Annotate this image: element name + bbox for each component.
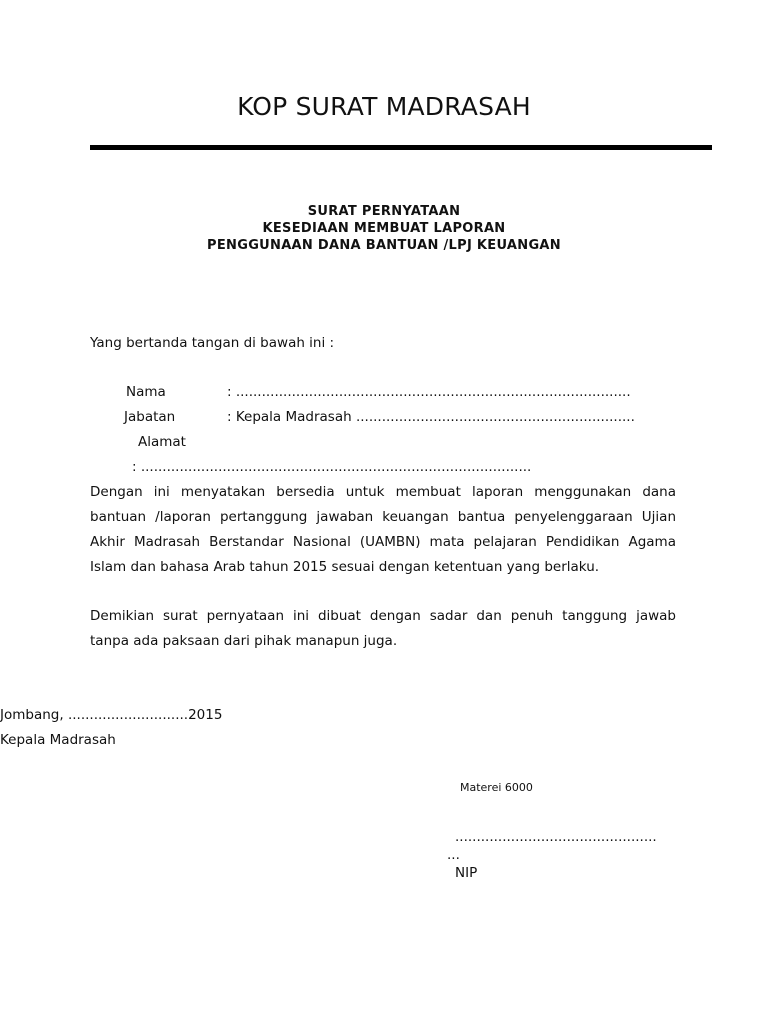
jabatan-label: Jabatan — [124, 409, 176, 425]
closing-paragraph — [90, 604, 676, 654]
signature-line: ............................................... — [455, 829, 657, 845]
heading-line-3: PENGGUNAAN DANA BANTUAN /LPJ KEUANGAN — [207, 238, 561, 253]
statement-line-2: bantuan /laporan pertanggung jawaban keuangan bantua penyelenggaraan Ujian — [90, 509, 676, 525]
stamp-label: Materei 6000 — [460, 781, 533, 794]
statement-paragraph — [90, 480, 676, 580]
alamat-label: Alamat — [138, 434, 186, 450]
statement-line-4: Islam dan bahasa Arab tahun 2015 sesuai dengan ketentuan yang berlaku. — [90, 559, 600, 575]
nip-label: NIP — [455, 865, 478, 881]
nama-value: : ............................................................................................ — [227, 384, 631, 400]
signature-line-continued: ... — [447, 847, 460, 863]
letterhead-title: KOP SURAT MADRASAH — [237, 92, 531, 121]
statement-line-3: Akhir Madrasah Berstandar Nasional (UAMBN) mata pelajaran Pendidikan Agama — [90, 534, 676, 550]
jabatan-value: : Kepala Madrasah ................................................................. — [227, 409, 635, 425]
nama-label: Nama — [126, 384, 166, 400]
heading-line-2: KESEDIAAN MEMBUAT LAPORAN — [262, 221, 506, 236]
closing-line-2: tanpa ada paksaan dari pihak manapun juga. — [90, 633, 398, 649]
letterhead-rule — [90, 145, 712, 150]
place-date: Jombang, ............................2015 — [0, 707, 223, 723]
heading-line-1: SURAT PERNYATAAN — [307, 204, 461, 219]
closing-line-1: Demikian surat pernyataan ini dibuat dengan sadar dan penuh tanggung jawab — [90, 608, 676, 624]
alamat-value: : ........................................................................................... — [132, 459, 532, 475]
statement-line-1: Dengan ini menyatakan bersedia untuk membuat laporan menggunakan dana — [90, 484, 676, 500]
intro-text: Yang bertanda tangan di bawah ini : — [90, 335, 335, 351]
signer-position: Kepala Madrasah — [0, 732, 116, 748]
